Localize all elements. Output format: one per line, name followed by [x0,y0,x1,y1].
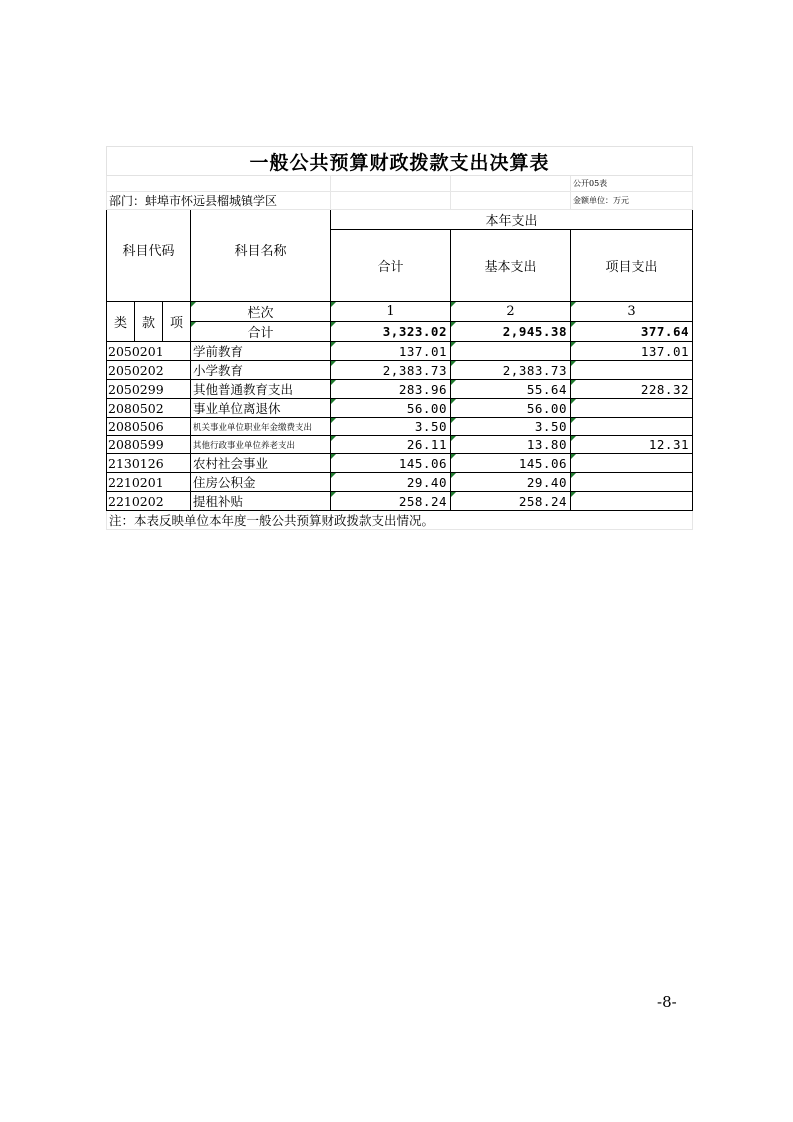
row-project: 12.31 [571,436,693,454]
row-basic: 145.06 [451,454,571,473]
row-code: 2210201 [107,473,191,492]
header-lanci: 栏次 [191,302,331,322]
row-name: 住房公积金 [191,473,331,492]
row-project [571,454,693,473]
row-project: 137.01 [571,342,693,361]
table-row [107,380,693,399]
row-basic: 3.50 [451,418,571,436]
row-name: 提租补贴 [191,492,331,511]
row-name: 其他普通教育支出 [191,380,331,399]
header-current-year: 本年支出 [331,210,693,230]
row-basic: 13.80 [451,436,571,454]
total-row-label: 合计 [191,322,331,342]
row-name: 农村社会事业 [191,454,331,473]
header-xiang: 项 [163,302,191,342]
table-row [107,361,693,380]
column-index-3: 3 [571,302,693,322]
row-code: 2080506 [107,418,191,436]
row-basic: 258.24 [451,492,571,511]
table-row [107,473,693,492]
row-total: 26.11 [331,436,451,454]
row-code: 2050299 [107,380,191,399]
row-name: 事业单位离退休 [191,399,331,418]
page-number: -8- [657,993,677,1011]
row-name: 其他行政事业单位养老支出 [191,436,331,454]
table-note: 注：本表反映单位本年度一般公共预算财政拨款支出情况。 [107,511,693,530]
row-basic [451,342,571,361]
header-basic: 基本支出 [451,230,571,302]
row-basic: 2,383.73 [451,361,571,380]
total-row-project: 377.64 [571,322,693,342]
header-name: 科目名称 [191,210,331,302]
column-index-2: 2 [451,302,571,322]
form-code: 公开05表 [571,176,693,192]
row-total: 258.24 [331,492,451,511]
row-code: 2050201 [107,342,191,361]
table-row [107,418,693,436]
row-project [571,492,693,511]
unit-label: 金额单位：万元 [571,192,693,210]
header-total: 合计 [331,230,451,302]
expenditure-table [106,146,693,530]
table-row [107,436,693,454]
row-project [571,473,693,492]
table-row [107,454,693,473]
row-project: 228.32 [571,380,693,399]
column-index-1: 1 [331,302,451,322]
row-code: 2050202 [107,361,191,380]
row-project [571,399,693,418]
row-project [571,361,693,380]
total-row-total: 3,323.02 [331,322,451,342]
row-name: 小学教育 [191,361,331,380]
row-total: 3.50 [331,418,451,436]
row-total: 283.96 [331,380,451,399]
table-title: 一般公共预算财政拨款支出决算表 [107,147,693,176]
header-lei: 类 [107,302,135,342]
row-code: 2080599 [107,436,191,454]
row-total: 145.06 [331,454,451,473]
row-project [571,418,693,436]
row-total: 56.00 [331,399,451,418]
header-project: 项目支出 [571,230,693,302]
budget-sheet [106,146,692,530]
row-total: 137.01 [331,342,451,361]
department-label: 部门：蚌埠市怀远县榴城镇学区 [107,192,331,210]
row-basic: 55.64 [451,380,571,399]
header-kuan: 款 [135,302,163,342]
row-code: 2210202 [107,492,191,511]
row-code: 2080502 [107,399,191,418]
total-row-basic: 2,945.38 [451,322,571,342]
row-basic: 56.00 [451,399,571,418]
table-row [107,342,693,361]
row-name: 机关事业单位职业年金缴费支出 [191,418,331,436]
row-total: 2,383.73 [331,361,451,380]
header-code: 科目代码 [107,210,191,302]
row-code: 2130126 [107,454,191,473]
table-row [107,399,693,418]
row-basic: 29.40 [451,473,571,492]
row-name: 学前教育 [191,342,331,361]
row-total: 29.40 [331,473,451,492]
table-row [107,492,693,511]
